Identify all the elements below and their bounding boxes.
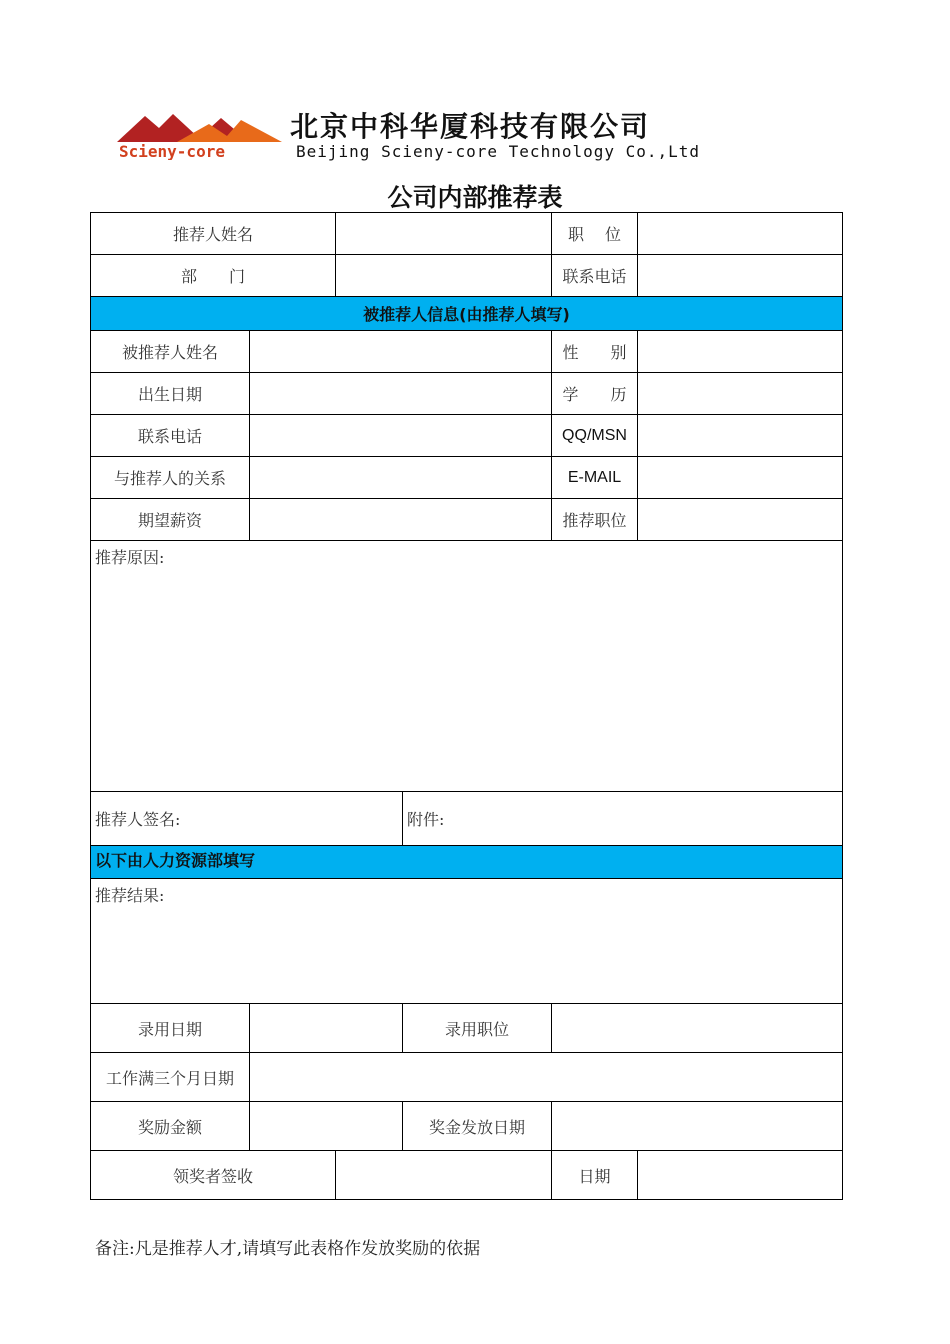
candidate-salary-label: 期望薪资 xyxy=(91,499,250,541)
candidate-section-header: 被推荐人信息(由推荐人填写) xyxy=(91,297,842,331)
candidate-name-field[interactable] xyxy=(250,331,552,373)
hire-position-field[interactable] xyxy=(552,1004,842,1053)
candidate-gender-field[interactable] xyxy=(638,331,842,373)
three-month-date-label: 工作满三个月日期 xyxy=(91,1053,250,1102)
candidate-salary-field[interactable] xyxy=(250,499,552,541)
referrer-position-label: 职 位 xyxy=(552,213,638,255)
referrer-dept-label: 部 门 xyxy=(91,255,336,297)
bonus-date-field[interactable] xyxy=(552,1102,842,1151)
candidate-target-position-label: 推荐职位 xyxy=(552,499,638,541)
logo-text: Scieny-core xyxy=(119,142,225,160)
recommend-reason-area[interactable] xyxy=(91,541,842,792)
candidate-name-label: 被推荐人姓名 xyxy=(91,331,250,373)
candidate-education-label: 学 历 xyxy=(552,373,638,415)
receive-date-label: 日期 xyxy=(552,1151,638,1199)
company-name-en: Beijing Scieny-core Technology Co.,Ltd xyxy=(296,142,701,161)
candidate-relation-field[interactable] xyxy=(250,457,552,499)
footer-note: 备注:凡是推荐人才,请填写此表格作发放奖励的依据 xyxy=(95,1239,481,1259)
recommend-reason-label: 推荐原因: xyxy=(95,548,165,567)
candidate-phone-label: 联系电话 xyxy=(91,415,250,457)
candidate-relation-label: 与推荐人的关系 xyxy=(91,457,250,499)
candidate-qq-label: QQ/MSN xyxy=(552,415,638,457)
company-logo xyxy=(117,110,282,160)
candidate-qq-field[interactable] xyxy=(638,415,842,457)
hire-position-label: 录用职位 xyxy=(403,1004,552,1053)
candidate-email-field[interactable] xyxy=(638,457,842,499)
three-month-date-field[interactable] xyxy=(250,1053,842,1102)
form-title: 公司内部推荐表 xyxy=(387,183,563,212)
bonus-amount-field[interactable] xyxy=(250,1102,403,1151)
candidate-phone-field[interactable] xyxy=(250,415,552,457)
referrer-phone-field[interactable] xyxy=(638,255,842,297)
receive-date-field[interactable] xyxy=(638,1151,842,1199)
referrer-dept-field[interactable] xyxy=(336,255,552,297)
receiver-sign-field[interactable] xyxy=(336,1151,552,1199)
referrer-signature-area[interactable] xyxy=(91,792,403,846)
candidate-birth-field[interactable] xyxy=(250,373,552,415)
candidate-gender-label: 性 别 xyxy=(552,331,638,373)
bonus-date-label: 奖金发放日期 xyxy=(403,1102,552,1151)
hr-section-header: 以下由人力资源部填写 xyxy=(91,846,842,879)
referral-form xyxy=(90,212,843,1200)
company-name-cn: 北京中科华厦科技有限公司 xyxy=(290,110,651,143)
referrer-signature-label: 推荐人签名: xyxy=(95,810,181,829)
receiver-sign-label: 领奖者签收 xyxy=(91,1151,336,1199)
recommend-result-label: 推荐结果: xyxy=(95,886,165,905)
candidate-birth-label: 出生日期 xyxy=(91,373,250,415)
referrer-name-field[interactable] xyxy=(336,213,552,255)
candidate-target-position-field[interactable] xyxy=(638,499,842,541)
hire-date-label: 录用日期 xyxy=(91,1004,250,1053)
candidate-email-label: E-MAIL xyxy=(552,457,638,499)
recommend-result-area[interactable] xyxy=(91,879,842,1004)
attachment-label: 附件: xyxy=(407,810,445,829)
candidate-education-field[interactable] xyxy=(638,373,842,415)
referrer-position-field[interactable] xyxy=(638,213,842,255)
referrer-name-label: 推荐人姓名 xyxy=(91,213,336,255)
attachment-area[interactable] xyxy=(403,792,842,846)
referrer-phone-label: 联系电话 xyxy=(552,255,638,297)
hire-date-field[interactable] xyxy=(250,1004,403,1053)
bonus-amount-label: 奖励金额 xyxy=(91,1102,250,1151)
